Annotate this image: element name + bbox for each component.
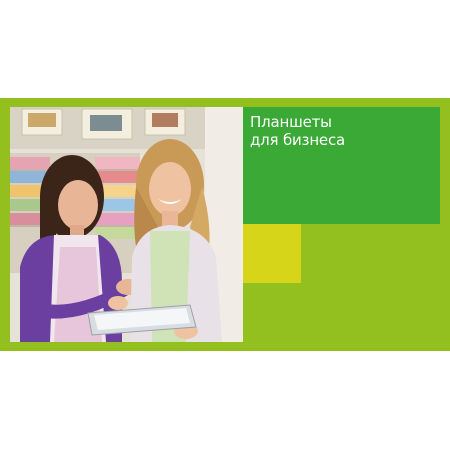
cover-photo bbox=[10, 107, 243, 342]
yellow-tile bbox=[243, 224, 301, 283]
title-line-2: для бизнеса bbox=[250, 131, 345, 149]
title-line-1: Планшеты bbox=[250, 113, 332, 131]
cover-title bbox=[250, 113, 345, 149]
